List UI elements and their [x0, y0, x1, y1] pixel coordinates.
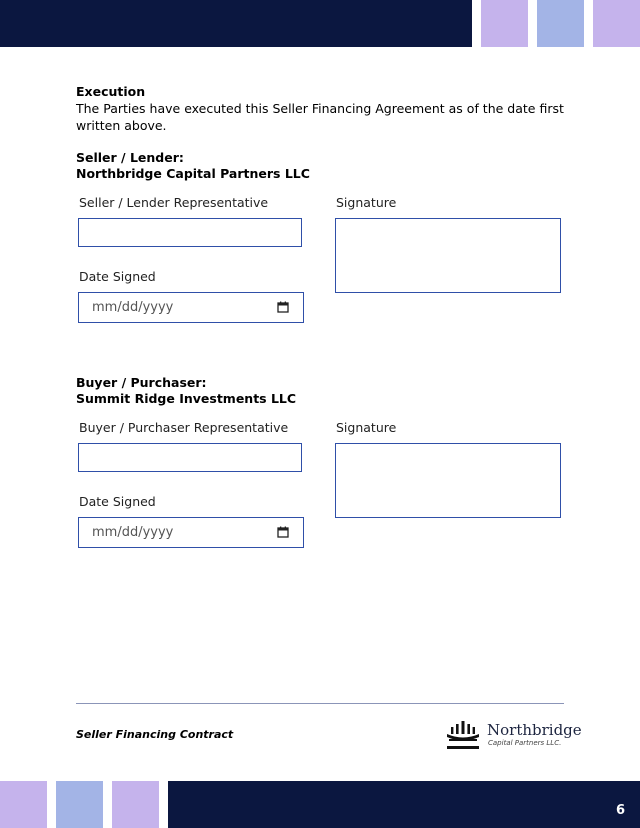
footer-square-2	[56, 781, 103, 828]
page-number: 6	[615, 803, 625, 818]
seller-date-label: Date Signed	[79, 269, 156, 284]
footer-square-3	[112, 781, 159, 828]
calendar-icon[interactable]	[277, 526, 289, 538]
header-square-1	[481, 0, 528, 47]
buyer-date-placeholder: mm/dd/yyyy	[92, 525, 174, 540]
seller-rep-input[interactable]	[78, 218, 302, 247]
seller-role: Seller / Lender:	[76, 150, 184, 165]
seller-signature-box[interactable]	[335, 218, 561, 293]
crown-bridge-icon	[446, 720, 480, 750]
buyer-role: Buyer / Purchaser:	[76, 375, 207, 390]
buyer-date-input[interactable]	[78, 517, 304, 548]
seller-signature-label: Signature	[336, 195, 397, 210]
buyer-signature-box[interactable]	[335, 443, 561, 518]
buyer-signature-label: Signature	[336, 420, 397, 435]
footer-title: Seller Financing Contract	[76, 728, 234, 741]
buyer-rep-label: Buyer / Purchaser Representative	[79, 420, 289, 435]
buyer-company: Summit Ridge Investments LLC	[76, 391, 297, 406]
footer-bar	[168, 781, 640, 828]
seller-company: Northbridge Capital Partners LLC	[76, 166, 310, 181]
execution-text: The Parties have executed this Seller Financing Agreement as of the date first written above.	[76, 101, 564, 133]
execution-heading: Execution	[76, 84, 146, 99]
seller-date-placeholder: mm/dd/yyyy	[92, 300, 174, 315]
logo-subtitle: Capital Partners LLC.	[488, 739, 562, 747]
footer-square-1	[0, 781, 47, 828]
header-square-2	[537, 0, 584, 47]
header-square-3	[593, 0, 640, 47]
footer-divider	[76, 703, 564, 704]
buyer-rep-input[interactable]	[78, 443, 302, 472]
logo-name: Northbridge	[487, 721, 582, 739]
seller-rep-label: Seller / Lender Representative	[79, 195, 269, 210]
buyer-date-label: Date Signed	[79, 494, 156, 509]
header-bar	[0, 0, 472, 47]
seller-date-input[interactable]	[78, 292, 304, 323]
calendar-icon[interactable]	[277, 301, 289, 313]
